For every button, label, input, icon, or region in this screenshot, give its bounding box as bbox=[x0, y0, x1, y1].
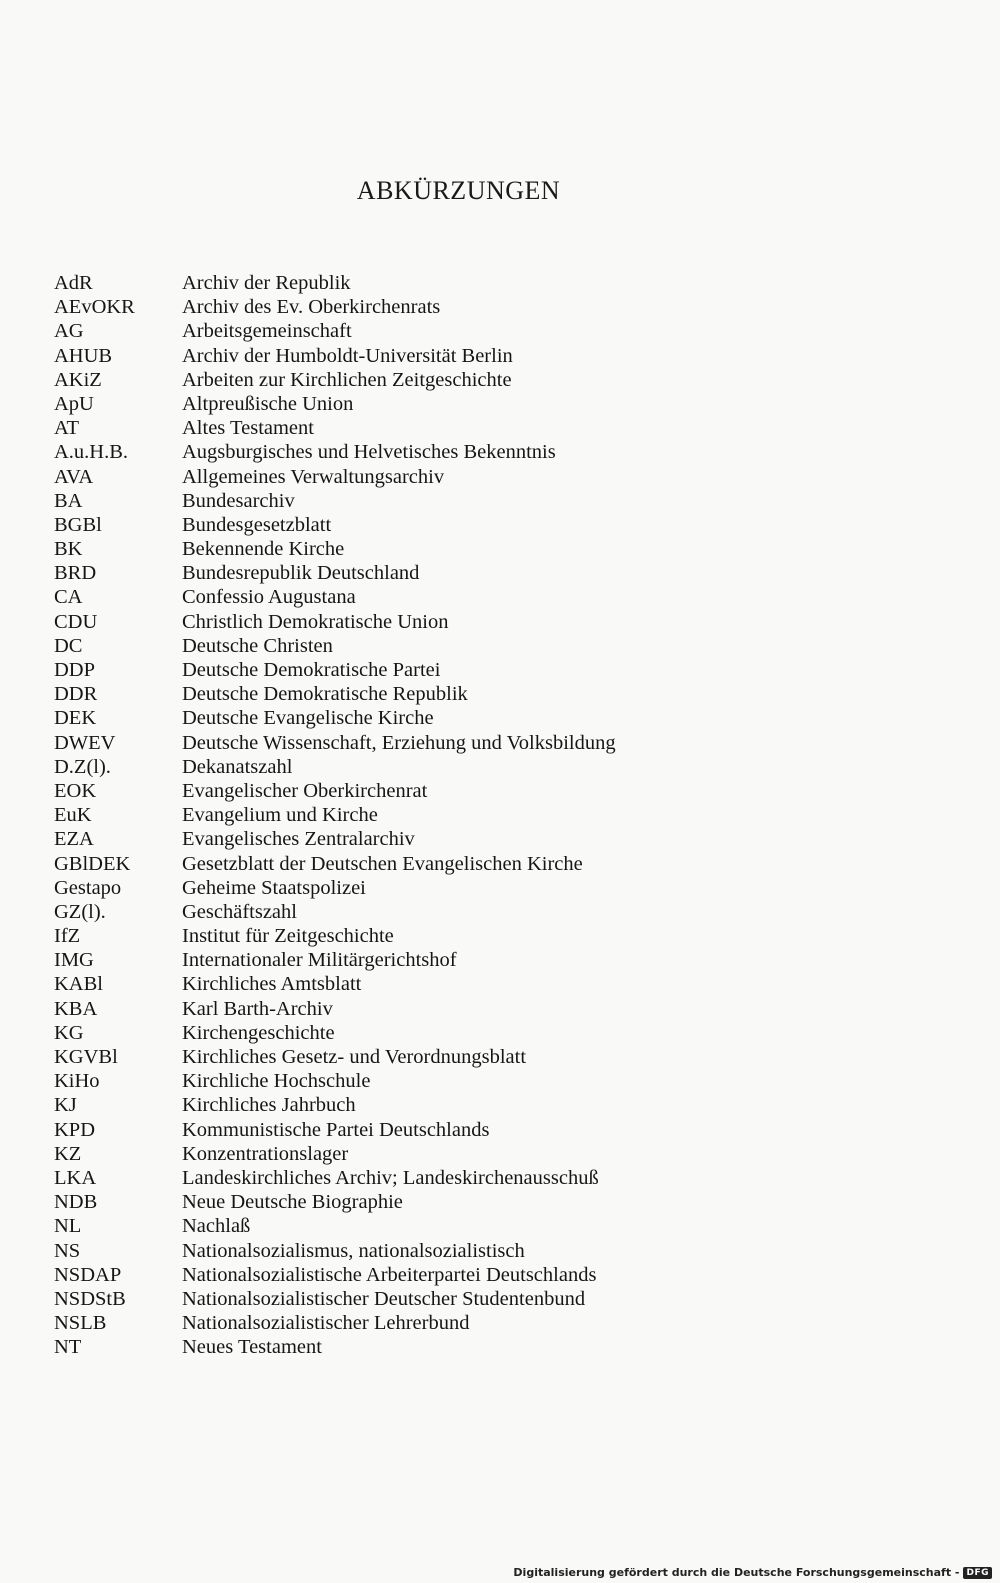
abbreviation-row bbox=[54, 1118, 854, 1142]
abbreviation-expansion: Nationalsozialistischer Lehrerbund bbox=[182, 1312, 470, 1335]
credit-text: Digitalisierung gefördert durch die Deutsche Forschungsgemeinschaft - bbox=[513, 1566, 960, 1579]
abbreviation-expansion: Bekennende Kirche bbox=[182, 538, 345, 561]
abbreviation-code: IMG bbox=[54, 949, 94, 972]
abbreviation-expansion: Evangelisches Zentralarchiv bbox=[182, 828, 415, 851]
abbreviation-code: EZA bbox=[54, 828, 94, 851]
abbreviation-expansion: Kirchengeschichte bbox=[182, 1021, 335, 1044]
abbreviation-expansion: Arbeitsgemeinschaft bbox=[182, 320, 352, 343]
abbreviation-expansion: Institut für Zeitgeschichte bbox=[182, 925, 394, 948]
abbreviation-code: NSLB bbox=[54, 1312, 107, 1335]
abbreviation-row bbox=[54, 779, 854, 803]
abbreviation-row bbox=[54, 1045, 854, 1069]
abbreviation-expansion: Konzentrationslager bbox=[182, 1142, 349, 1165]
abbreviation-list bbox=[54, 271, 854, 1359]
abbreviation-expansion: Nachlaß bbox=[182, 1215, 251, 1238]
abbreviation-code: GZ(l). bbox=[54, 900, 106, 923]
abbreviation-code: AEvOKR bbox=[54, 296, 135, 319]
abbreviation-expansion: Nationalsozialistische Arbeiterpartei Deutschlands bbox=[182, 1263, 597, 1286]
abbreviation-code: KABl bbox=[54, 973, 103, 996]
abbreviation-row bbox=[54, 803, 854, 827]
abbreviation-row bbox=[54, 634, 854, 658]
abbreviation-row bbox=[54, 368, 854, 392]
abbreviation-expansion: Nationalsozialismus, nationalsozialistisch bbox=[182, 1239, 525, 1262]
abbreviation-expansion: Bundesrepublik Deutschland bbox=[182, 562, 420, 585]
abbreviation-row bbox=[54, 319, 854, 343]
abbreviation-row bbox=[54, 513, 854, 537]
abbreviation-expansion: Deutsche Christen bbox=[182, 634, 333, 657]
abbreviation-code: CA bbox=[54, 586, 83, 609]
abbreviation-expansion: Internationaler Militärgerichtshof bbox=[182, 949, 457, 972]
abbreviation-code: KJ bbox=[54, 1094, 77, 1117]
abbreviation-code: NT bbox=[54, 1336, 82, 1359]
abbreviation-code: AdR bbox=[54, 272, 93, 294]
abbreviation-row bbox=[54, 1190, 854, 1214]
abbreviation-row bbox=[54, 1166, 854, 1190]
abbreviation-expansion: Nationalsozialistischer Deutscher Studentenbund bbox=[182, 1287, 586, 1310]
abbreviation-row bbox=[54, 1263, 854, 1287]
abbreviation-row bbox=[54, 755, 854, 779]
abbreviation-row bbox=[54, 852, 854, 876]
abbreviation-code: BK bbox=[54, 538, 83, 561]
abbreviation-expansion: Bundesgesetzblatt bbox=[182, 513, 332, 536]
abbreviation-expansion: Karl Barth-Archiv bbox=[182, 997, 333, 1020]
abbreviation-row bbox=[54, 1093, 854, 1117]
abbreviation-expansion: Deutsche Demokratische Partei bbox=[182, 659, 441, 681]
abbreviation-row bbox=[54, 561, 854, 585]
abbreviation-code: KiHo bbox=[54, 1070, 100, 1093]
abbreviation-row bbox=[54, 682, 854, 706]
abbreviation-expansion: Geheime Staatspolizei bbox=[182, 876, 366, 899]
abbreviation-row bbox=[54, 344, 854, 368]
abbreviation-row bbox=[54, 440, 854, 464]
abbreviation-expansion: Kirchliches Jahrbuch bbox=[182, 1094, 356, 1117]
abbreviation-row bbox=[54, 876, 854, 900]
abbreviation-expansion: Kommunistische Partei Deutschlands bbox=[182, 1118, 490, 1141]
abbreviation-row bbox=[54, 900, 854, 924]
abbreviation-code: EOK bbox=[54, 779, 97, 802]
abbreviation-row bbox=[54, 1335, 854, 1359]
abbreviation-code: D.Z(l). bbox=[54, 755, 111, 778]
abbreviation-row bbox=[54, 295, 854, 319]
abbreviation-code: IfZ bbox=[54, 925, 81, 948]
abbreviation-code: AVA bbox=[54, 465, 94, 488]
abbreviation-expansion: Bundesarchiv bbox=[182, 489, 295, 512]
abbreviation-expansion: Gesetzblatt der Deutschen Evangelischen Kirche bbox=[182, 852, 583, 875]
abbreviation-code: AG bbox=[54, 320, 84, 343]
abbreviation-code: KG bbox=[54, 1021, 84, 1044]
abbreviation-row bbox=[54, 997, 854, 1021]
abbreviation-row bbox=[54, 948, 854, 972]
abbreviation-expansion: Neue Deutsche Biographie bbox=[182, 1191, 403, 1214]
abbreviation-code: A.u.H.B. bbox=[54, 441, 129, 464]
abbreviation-expansion: Evangelium und Kirche bbox=[182, 804, 378, 827]
abbreviation-expansion: Neues Testament bbox=[182, 1336, 322, 1359]
abbreviation-code: DDR bbox=[54, 683, 98, 706]
abbreviation-expansion: Evangelischer Oberkirchenrat bbox=[182, 779, 428, 802]
page-title: ABKÜRZUNGEN bbox=[356, 176, 561, 205]
abbreviation-row bbox=[54, 1214, 854, 1238]
abbreviation-expansion: Kirchliche Hochschule bbox=[182, 1070, 371, 1093]
abbreviation-expansion: Landeskirchliches Archiv; Landeskirchenausschuß bbox=[182, 1166, 599, 1189]
abbreviation-row bbox=[54, 392, 854, 416]
abbreviation-code: CDU bbox=[54, 610, 98, 633]
abbreviation-expansion: Deutsche Wissenschaft, Erziehung und Volksbildung bbox=[182, 731, 616, 754]
abbreviation-code: KZ bbox=[54, 1142, 82, 1165]
abbreviation-row bbox=[54, 1239, 854, 1263]
abbreviation-row bbox=[54, 1311, 854, 1335]
abbreviation-expansion: Deutsche Evangelische Kirche bbox=[182, 707, 434, 730]
abbreviation-expansion: Archiv der Humboldt-Universität Berlin bbox=[182, 344, 513, 367]
abbreviation-expansion: Kirchliches Amtsblatt bbox=[182, 973, 362, 996]
abbreviation-expansion: Allgemeines Verwaltungsarchiv bbox=[182, 465, 445, 488]
abbreviation-row bbox=[54, 1142, 854, 1166]
abbreviation-row bbox=[54, 972, 854, 996]
abbreviation-row bbox=[54, 585, 854, 609]
abbreviation-expansion: Christlich Demokratische Union bbox=[182, 610, 449, 633]
abbreviation-row bbox=[54, 1287, 854, 1311]
digitization-credit bbox=[513, 1566, 992, 1579]
abbreviation-row bbox=[54, 706, 854, 730]
abbreviation-row bbox=[54, 924, 854, 948]
abbreviation-expansion: Altes Testament bbox=[182, 417, 314, 440]
abbreviation-row bbox=[54, 1021, 854, 1045]
abbreviation-expansion: Kirchliches Gesetz- und Verordnungsblatt bbox=[182, 1046, 527, 1068]
abbreviation-expansion: Archiv der Republik bbox=[182, 272, 351, 294]
abbreviation-expansion: Augsburgisches und Helvetisches Bekenntnis bbox=[182, 441, 556, 464]
abbreviation-row bbox=[54, 827, 854, 851]
abbreviation-code: DDP bbox=[54, 659, 96, 681]
abbreviation-expansion: Arbeiten zur Kirchlichen Zeitgeschichte bbox=[182, 368, 512, 391]
abbreviation-row bbox=[54, 731, 854, 755]
abbreviation-row bbox=[54, 537, 854, 561]
dfg-logo: DFG bbox=[963, 1567, 992, 1579]
abbreviation-row bbox=[54, 658, 854, 682]
abbreviation-code: DC bbox=[54, 634, 83, 657]
abbreviation-code: LKA bbox=[54, 1166, 97, 1189]
abbreviation-code: KBA bbox=[54, 997, 98, 1020]
abbreviation-code: NL bbox=[54, 1215, 82, 1238]
abbreviation-code: EuK bbox=[54, 804, 92, 827]
abbreviation-code: DWEV bbox=[54, 731, 116, 754]
abbreviation-code: Gestapo bbox=[54, 876, 122, 899]
abbreviation-expansion: Confessio Augustana bbox=[182, 586, 356, 609]
abbreviation-expansion: Altpreußische Union bbox=[182, 392, 354, 415]
abbreviation-expansion: Geschäftszahl bbox=[182, 900, 297, 923]
abbreviation-code: DEK bbox=[54, 707, 97, 730]
abbreviation-row bbox=[54, 1069, 854, 1093]
abbreviation-code: NDB bbox=[54, 1191, 98, 1214]
abbreviation-code: ApU bbox=[54, 392, 94, 415]
abbreviation-code: BA bbox=[54, 489, 83, 512]
abbreviation-code: BGBl bbox=[54, 513, 102, 536]
abbreviation-code: AKiZ bbox=[54, 368, 102, 391]
abbreviation-code: AHUB bbox=[54, 344, 113, 367]
abbreviation-row bbox=[54, 489, 854, 513]
abbreviation-code: GBlDEK bbox=[54, 852, 131, 875]
abbreviation-row bbox=[54, 271, 854, 295]
abbreviation-code: NSDStB bbox=[54, 1287, 126, 1310]
abbreviation-row bbox=[54, 610, 854, 634]
abbreviation-code: KGVBl bbox=[54, 1046, 118, 1068]
abbreviation-row bbox=[54, 465, 854, 489]
abbreviation-code: KPD bbox=[54, 1118, 96, 1141]
abbreviation-expansion: Archiv des Ev. Oberkirchenrats bbox=[182, 296, 441, 319]
abbreviation-expansion: Deutsche Demokratische Republik bbox=[182, 683, 468, 706]
abbreviation-row bbox=[54, 416, 854, 440]
abbreviation-code: NSDAP bbox=[54, 1263, 122, 1286]
abbreviation-expansion: Dekanatszahl bbox=[182, 755, 293, 778]
abbreviation-code: BRD bbox=[54, 562, 97, 585]
abbreviation-code: NS bbox=[54, 1239, 81, 1262]
abbreviation-code: AT bbox=[54, 417, 80, 440]
